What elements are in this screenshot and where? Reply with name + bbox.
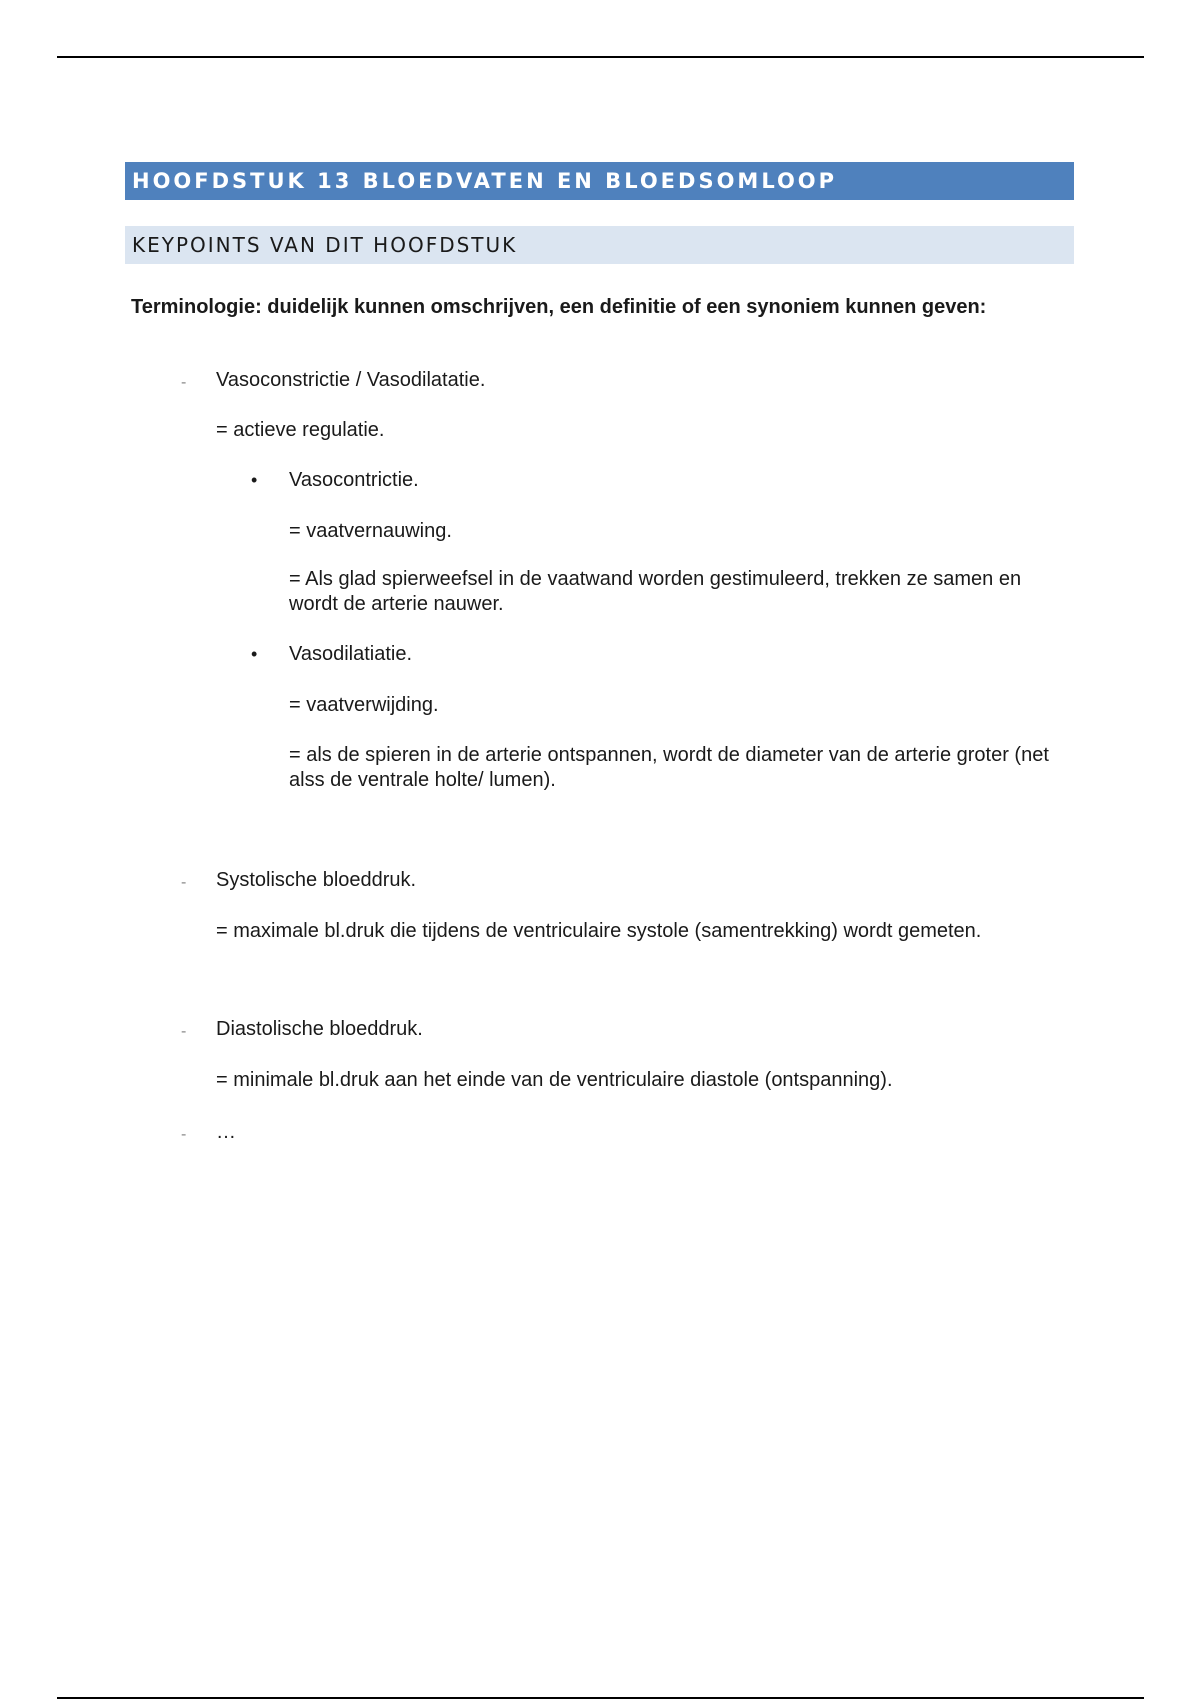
subdefinition-vaatverwijding: = vaatverwijding. [289,694,439,716]
dash-marker: - [181,1023,187,1040]
definition-diastolische-bloeddruk: = minimale bl.druk aan het einde van de ventriculaire diastole (ontspanning). [216,1069,893,1091]
section-title: KEYPOINTS VAN DIT HOOFDSTUK [125,226,1074,264]
term-systolische-bloeddruk: Systolische bloeddruk. [216,869,417,891]
dash-marker: - [181,1126,187,1143]
subterm-vasocontrictie: Vasocontrictie. [289,469,419,491]
subdefinition-vaatvernauwing: = vaatvernauwing. [289,520,452,542]
subdefinition-vasocontrictie-explanation: = Als glad spierweefsel in de vaatwand worden gestimuleerd, trekken ze samen en wordt de arterie nauwer. [289,568,1022,615]
page-footer-rule [57,1697,1144,1699]
bullet-marker: • [251,470,258,490]
term-vasoconstrictie-vasodilatatie: Vasoconstrictie / Vasodilatatie. [216,369,486,391]
definition-systolische-bloeddruk: = maximale bl.druk die tijdens de ventriculaire systole (samentrekking) wordt gemeten. [216,920,982,942]
page-header-rule [57,56,1144,58]
term-diastolische-bloeddruk: Diastolische bloeddruk. [216,1018,423,1040]
chapter-title: HOOFDSTUK 13 BLOEDVATEN EN BLOEDSOMLOOP [125,162,1074,200]
subterm-vasodilatiatie: Vasodilatiatie. [289,643,413,665]
intro-text: Terminologie: duidelijk kunnen omschrijven, een definitie of een synoniem kunnen geven: [131,296,987,318]
subdefinition-vasodilatiatie-explanation: = als de spieren in de arterie ontspannen, wordt de diameter van de arterie groter (net alss de ventrale holte/ lumen). [289,744,1049,791]
dash-marker: - [181,874,187,891]
bullet-marker: • [251,644,258,664]
definition-actieve-regulatie: = actieve regulatie. [216,419,385,441]
ellipsis-item: … [216,1121,236,1143]
dash-marker: - [181,374,187,391]
